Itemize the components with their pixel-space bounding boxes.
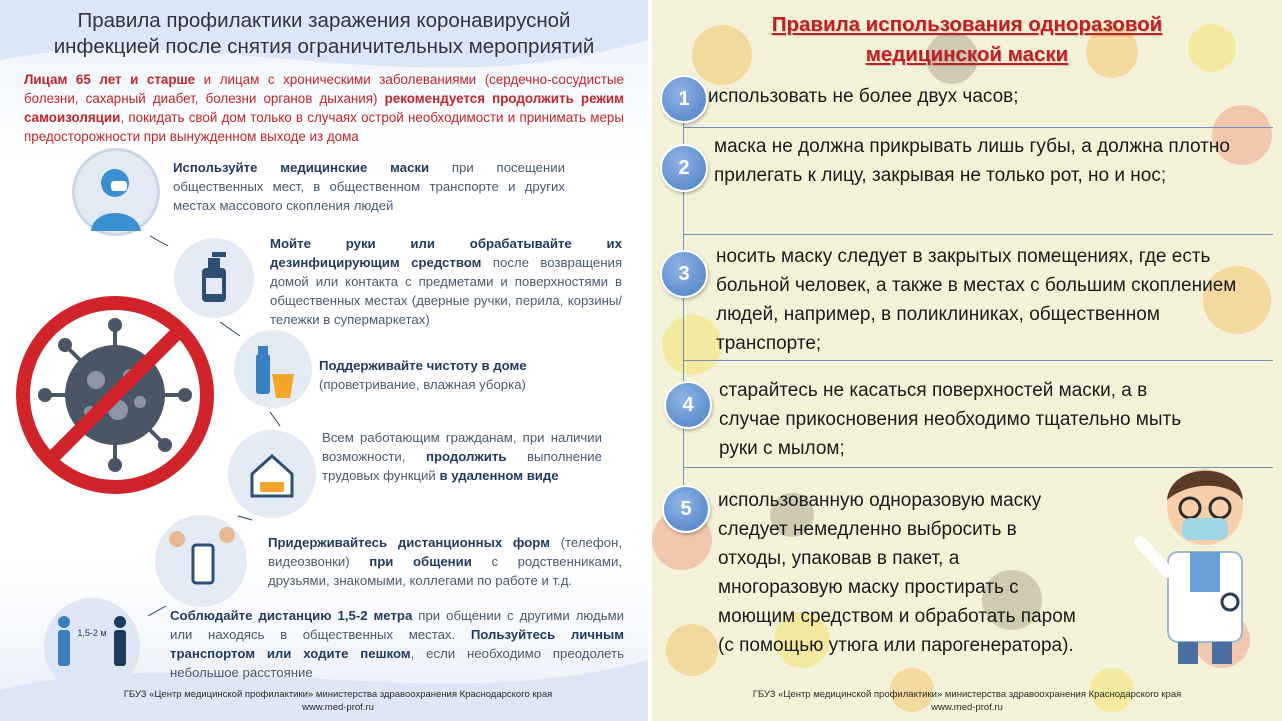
rule-number-3: 3 xyxy=(660,250,708,298)
tip-masks-bold: Используйте медицинские маски xyxy=(173,160,430,175)
title-line-2: инфекцией после снятия ограничительных мероприятий xyxy=(53,35,595,58)
tip-remote-work-text: Всем работающим гражданам, при наличии возможности, xyxy=(322,430,602,464)
rule-text-5: использованную одноразовую маску следует немедленно выбросить в отходы, упаковав в пакет, а многоразовую маску простирать с моющим средством и обработать паром (с помощью утюга или парогенератора). xyxy=(718,490,1076,656)
tip-cleanliness-text: (проветривание, влажная уборка) xyxy=(319,377,526,392)
tip-remote-work-text-2: выполнение трудовых функций xyxy=(322,449,602,483)
right-footer-url: www.med-prof.ru xyxy=(931,702,1003,713)
rule-text-4: старайтесь не касаться поверхностей маски, а в случае прикосновения необходимо тщательно мыть руки с мылом; xyxy=(719,380,1182,459)
virus-prohibited-icon xyxy=(10,290,220,500)
tip-remote-communication xyxy=(268,533,622,590)
tip-remote-work-bold-2: в удаленном виде xyxy=(439,468,559,483)
rule-separator-2 xyxy=(683,234,1273,235)
mask-rules-title-line-1: Правила использования одноразовой xyxy=(771,13,1163,36)
tip-remote-communication-bold: Придерживайтесь дистанционных форм xyxy=(268,535,550,550)
tip-hand-washing-text: после возвращения домой или контакта с предметами и поверхностями в общественных местах (дверные ручки, перила, корзины/тележки в супермаркетах) xyxy=(270,255,622,327)
intro-text-1: и лицам с хроническими заболеваниями (сердечно-сосудистые болезни, сахарный диабет, болезни органов дыхания) xyxy=(24,72,624,106)
risk-group-notice xyxy=(24,70,624,146)
remote-work-icon xyxy=(228,430,316,518)
rule-text-2: маска не должна прикрывать лишь губы, а должна плотно прилегать к лицу, закрывая не только рот, но и нос; xyxy=(714,136,1230,186)
tip-cleanliness-bold: Поддерживайте чистоту в доме xyxy=(319,358,527,373)
tip-distance-bold-2: Пользуйтесь личным транспортом или ходите пешком xyxy=(170,627,624,661)
rule-number-5: 5 xyxy=(662,485,710,533)
left-footer xyxy=(0,688,648,714)
mask-rules-panel xyxy=(652,0,1282,721)
rule-text-3: носить маску следует в закрытых помещениях, где есть больной человек, а также в местах с большим скоплением людей, например, в поликлиниках, общественном транспорте; xyxy=(716,246,1237,354)
mask-rules-title-line-2: медицинской маски xyxy=(865,43,1069,66)
rule-separator-3 xyxy=(683,360,1273,361)
intro-bold-2: рекомендуется продолжить режим самоизоляции xyxy=(24,91,624,125)
tip-masks xyxy=(173,158,565,215)
right-footer xyxy=(652,688,1282,714)
rule-number-2: 2 xyxy=(660,144,708,192)
rule-text-1: использовать не более двух часов; xyxy=(708,86,1019,107)
tip-masks-text: при посещении общественных мест, в общественном транспорте и других местах массового скопления людей xyxy=(173,160,566,213)
tip-distance xyxy=(170,606,624,682)
tip-hand-washing xyxy=(270,234,622,329)
page-title xyxy=(10,8,638,60)
tip-remote-work-bold: продолжить xyxy=(426,449,507,464)
cleaning-supplies-icon xyxy=(234,330,312,408)
rule-number-1: 1 xyxy=(660,75,708,123)
intro-text-2: , покидать свой дом только в случаях острой необходимости и принимать меры предосторожности при вынужденном выходе из дома xyxy=(24,110,624,144)
tip-cleanliness xyxy=(319,356,619,394)
distance-label: 1,5-2 м xyxy=(77,628,107,638)
tip-hand-washing-bold: Мойте руки или обрабатывайте их дезинфицирующим средством xyxy=(270,236,622,270)
phone-communication-icon xyxy=(155,515,247,607)
tip-remote-communication-text-2: с родственниками, друзьями, знакомыми, коллегами по работе и т.д. xyxy=(268,554,622,588)
tip-distance-bold: Соблюдайте дистанцию 1,5-2 метра xyxy=(170,608,413,623)
right-footer-org: ГБУЗ «Центр медицинской профилактики» министерства здравоохранения Краснодарского края xyxy=(752,689,1182,700)
intro-bold-1: Лицам 65 лет и старше xyxy=(24,72,196,87)
left-footer-org: ГБУЗ «Центр медицинской профилактики» министерства здравоохранения Краснодарского края xyxy=(123,689,553,700)
tip-remote-work xyxy=(322,428,602,485)
tip-distance-text-2: , если необходимо преодолеть небольшое расстояние xyxy=(170,646,624,680)
tip-remote-communication-text: (телефон, видеозвонки) xyxy=(268,535,622,569)
left-footer-url: www.med-prof.ru xyxy=(302,702,374,713)
tip-remote-communication-bold-2: при общении xyxy=(369,554,472,569)
rule-separator-1 xyxy=(683,127,1273,128)
mask-rules-title xyxy=(652,10,1282,70)
tip-distance-text: при общении с другими людьми или находясь в общественных местах. xyxy=(170,608,625,642)
title-line-1: Правила профилактики заражения коронавирусной xyxy=(77,9,571,32)
mask-person-icon xyxy=(72,148,160,236)
doctor-illustration xyxy=(1130,452,1280,672)
distance-icon xyxy=(44,598,140,694)
rule-number-4: 4 xyxy=(664,381,712,429)
